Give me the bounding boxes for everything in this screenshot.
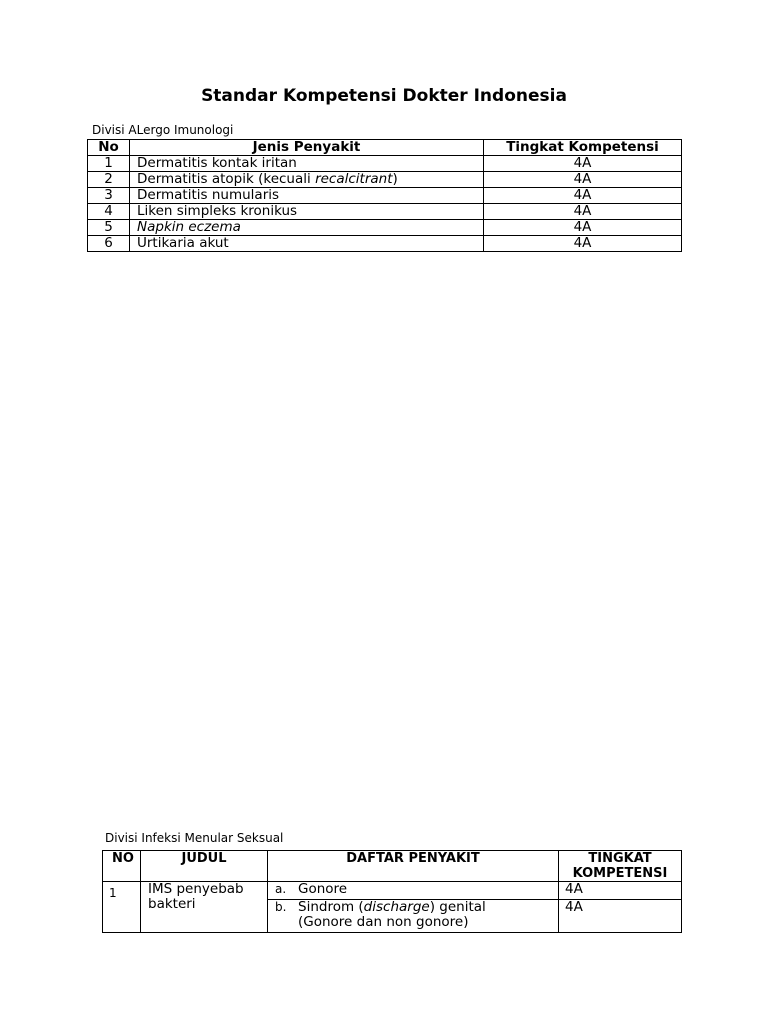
table-row: [88, 156, 682, 172]
row-no: 3: [88, 188, 130, 204]
item-text: Sindrom (: [298, 899, 364, 915]
disease-item: [268, 882, 559, 900]
table-row: [88, 204, 682, 220]
item-level: 4A: [559, 900, 682, 933]
row-no: 4: [88, 204, 130, 220]
row-disease: Dermatitis numularis: [130, 188, 484, 204]
item-marker: b.: [275, 900, 287, 914]
group-no: 1: [103, 882, 141, 933]
group-judul: IMS penyebab bakteri: [141, 882, 268, 933]
section-caption-infeksi-menular-seksual: Divisi Infeksi Menular Seksual: [105, 831, 284, 845]
row-disease: [130, 172, 484, 188]
header-daftar-penyakit: DAFTAR PENYAKIT: [268, 851, 559, 882]
header-tingkat-kompetensi: Tingkat Kompetensi: [484, 140, 682, 156]
row-disease: Dermatitis kontak iritan: [130, 156, 484, 172]
table-row: [88, 172, 682, 188]
competency-table-infeksi-menular-seksual: [102, 850, 682, 933]
row-no: 5: [88, 220, 130, 236]
row-no: 2: [88, 172, 130, 188]
item-text: ) genital: [429, 899, 486, 915]
row-no: 1: [88, 156, 130, 172]
table-header-row: [103, 851, 682, 882]
table-row: [88, 188, 682, 204]
header-jenis-penyakit: Jenis Penyakit: [130, 140, 484, 156]
table-row: [88, 220, 682, 236]
row-level: 4A: [484, 236, 682, 252]
row-disease: Urtikaria akut: [130, 236, 484, 252]
table-row: [103, 882, 682, 900]
row-level: 4A: [484, 172, 682, 188]
row-level: 4A: [484, 220, 682, 236]
row-disease-italic: recalcitrant: [315, 171, 393, 187]
table-row: [88, 236, 682, 252]
row-no: 6: [88, 236, 130, 252]
row-level: 4A: [484, 204, 682, 220]
row-disease: Liken simpleks kronikus: [130, 204, 484, 220]
row-disease-text: ): [392, 171, 398, 187]
item-text-line2: (Gonore dan non gonore): [298, 914, 469, 930]
disease-item: [268, 900, 559, 933]
row-disease-text: Dermatitis atopik (kecuali: [137, 171, 316, 187]
row-disease-italic: Napkin eczema: [137, 219, 241, 235]
header-tingkat-kompetensi: TINGKAT KOMPETENSI: [559, 851, 682, 882]
row-level: 4A: [484, 188, 682, 204]
item-text-italic: discharge: [363, 899, 430, 915]
row-level: 4A: [484, 156, 682, 172]
header-no: No: [88, 140, 130, 156]
header-judul: JUDUL: [141, 851, 268, 882]
item-level: 4A: [559, 882, 682, 900]
competency-table-alergo-imunologi: [87, 139, 682, 252]
item-marker: a.: [275, 882, 287, 896]
header-no: NO: [103, 851, 141, 882]
section-caption-alergo-imunologi: Divisi ALergo Imunologi: [92, 123, 234, 137]
row-disease: [130, 220, 484, 236]
item-text: Gonore: [298, 881, 348, 897]
table-header-row: [88, 140, 682, 156]
document-title: Standar Kompetensi Dokter Indonesia: [201, 86, 567, 106]
